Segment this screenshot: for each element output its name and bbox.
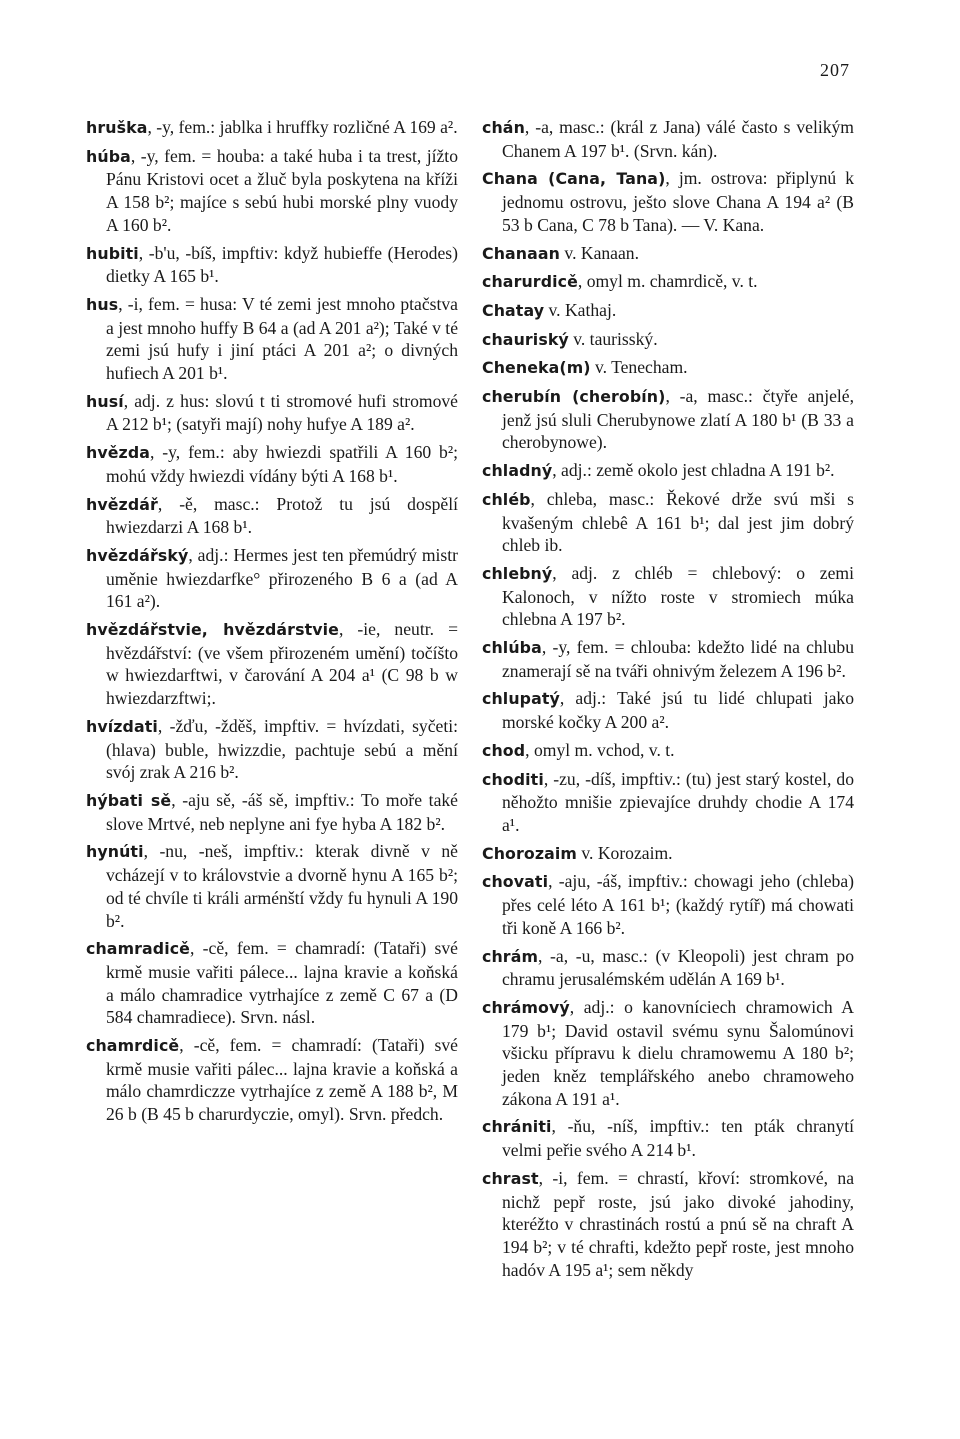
dictionary-entry [482,270,854,294]
left-column [86,116,458,1131]
entry-headword: choditi [482,769,544,789]
dictionary-entry [482,385,854,454]
entry-headword: cherubín (cherobín) [482,387,666,407]
entry-headword: húba [86,146,131,166]
entry-headword: Chatay [482,300,545,320]
entry-definition: , chleba, masc.: Řekové drže svú mši s kvašeným chlebê A 161 b¹; dal jest jim dobrý chleb ib. [502,488,854,556]
entry-definition: v. taurisský. [568,328,658,349]
dictionary-entry [482,739,854,763]
entry-headword: husí [86,391,124,411]
dictionary-entry [482,488,854,557]
dictionary-entry [86,145,458,237]
dictionary-entry [482,636,854,682]
entry-definition: , -nu, -neš, impftiv.: kterak divně v ně vcházejí v to královstvie a dvorně hynu A 165 b²; od té chvíle ti králi arménští vždy fu hynuli A 190 b². [106,841,458,931]
dictionary-entry [86,493,458,539]
dictionary-entry [482,328,854,352]
entry-headword: chamradicě [86,939,190,959]
entry-headword: chladný [482,461,553,481]
page-number: 207 [820,60,850,80]
entry-headword: chrám [482,946,539,966]
dictionary-entry [482,945,854,991]
dictionary-entry [482,356,854,380]
dictionary-entry [482,299,854,323]
entry-definition: , adj.: Hermes jest ten přemúdrý mistr uměnie hwiezdarfke° přirozeného B 6 a (ad A 161 a²). [106,544,458,612]
entry-headword: chrámový [482,997,570,1017]
entry-headword: hvězda [86,443,151,463]
entry-headword: chrast [482,1168,539,1188]
entry-definition: , -a, -u, masc.: (v Kleopoli) jest chram po chramu jerusalémském udělán A 169 b¹. [502,945,854,990]
dictionary-entry [86,840,458,932]
dictionary-entry [482,687,854,733]
entry-headword: chod [482,740,526,760]
entry-definition: , -zu, -díš, impftiv.: (tu) jest starý kostel, do něhožto mnišie zpievajíce druhdy chodie A 174 a¹. [502,768,854,835]
entry-definition: , -y, fem. = houba: a také huba i ta trest, jížto Pánu Kristovi ocet a žluč byla poskytena na kříži A 158 b²; majíce s sebú hubi morské plny vuody A 160 b². [106,145,458,235]
entry-headword: Chana (Cana, Tana) [482,169,666,189]
dictionary-entry [86,715,458,784]
entry-definition: , -ňu, -níš, impftiv.: ten pták chranytí velmi peřie svého A 214 b¹. [502,1116,854,1161]
entry-definition: , adj. z chléb = chlebový: o zemi Kalonoch, v nížto roste v stromiech múka chlebna A 197 b². [502,562,854,630]
entry-headword: chamrdicě [86,1036,180,1056]
dictionary-entry [86,242,458,288]
entry-definition: , omyl m. chamrdicě, v. t. [577,271,758,292]
entry-definition: , -ě, masc.: Protož tu jsú dospělí hwiezdarzi A 168 b¹. [106,493,458,538]
entry-definition: , adj. z hus: slovú t ti stromové hufi stromové A 212 b¹; (satyři mají) nohy hufye A 189 a². [106,390,458,435]
dictionary-entry [482,116,854,162]
entry-headword: hubiti [86,243,139,263]
dictionary-entry [86,1034,458,1126]
dictionary-entry [86,116,458,140]
dictionary-entry [482,1167,854,1282]
entry-headword: chlupatý [482,689,560,709]
entry-headword: chrániti [482,1117,552,1137]
entry-headword: charurdicě [482,272,578,292]
entry-definition: , -žďu, -žděš, impftiv. = hvízdati, syčeti: (hlava) buble, hwizzdie, pachtuje sebú a mění svój zrak A 216 b². [106,715,458,783]
entry-definition: , jm. ostrova: připlynú k jednomu ostrovu, ješto slove Chana A 194 a² (B 53 b Cana, C 78 b Tana). — V. Kana. [502,168,855,235]
entry-definition: , -i, fem. = chrastí, křoví: stromkové, na nichž pepř roste, jsú jako divoké jahodiny, kteréžto v chrastinách rostú a pnú sě na chraft A 194 b²; v té chrafti, kdežto pepř roste, jest mnoho hadóv A 195 a¹; sem někdy [502,1167,854,1280]
dictionary-entry [482,562,854,631]
entry-headword: chovati [482,872,549,892]
dictionary-entry [482,870,854,939]
dictionary-entry [86,441,458,487]
entry-definition: v. Korozaim. [576,842,673,863]
entry-definition: , -aju sě, -áš sě, impftiv.: To moře také slove Mrtvé, neb neplyne ani fye hyba A 182 b². [106,789,458,834]
entry-headword: hýbati sě [86,790,172,810]
entry-definition: v. Kathaj. [544,299,617,320]
dictionary-entry [482,996,854,1111]
dictionary-entry [482,842,854,866]
dictionary-entry [86,544,458,613]
entry-headword: hvězdářský [86,545,189,565]
dictionary-entry [86,390,458,436]
entry-definition: , -aju, -áš, impftiv.: chowagi jeho (chleba) přes celé léto A 161 b¹; (každý rytíř) má chowati tři koně A 166 b². [502,871,854,938]
entry-headword: hvězdář [86,494,158,514]
entry-definition: , adj.: Také jsú tu lidé chlupati jako morské kočky A 200 a². [502,688,854,733]
entry-headword: chauriský [482,329,569,349]
entry-headword: chlebný [482,563,553,583]
entry-definition: , -cě, fem. = chamradí: (Tataři) své krmě musie vařiti pálece... lajna kravie a koňská a málo chamradice vytrhajíce z země C 67 a (D 584 chamradiece). Srvn. násl. [106,938,458,1028]
entry-headword: hynúti [86,842,144,862]
dictionary-entry [482,459,854,483]
dictionary-entry [482,167,854,236]
dictionary-entry [482,768,854,837]
entry-headword: hvězdářstvie, hvězdárstvie [86,620,339,640]
entry-headword: chán [482,118,525,137]
entry-definition: , -y, fem. = chlouba: kdežto lidé na chlubu znamerají sě na tváři ohnivým železem A 196 b². [502,637,854,681]
entry-definition: , omyl m. vchod, v. t. [525,739,675,760]
entry-headword: hruška [86,118,148,137]
entry-definition: , adj.: země okolo jest chladna A 191 b². [552,460,835,481]
entry-definition: , adj.: o kanovníciech chramowich A 179 b¹; David ostavil svému synu Šalomúnovi všicku přípravu k dielu chramowemu A 180 b²; jeden kněz templářského anebo chramoweho zákona A 191 a¹. [502,996,854,1109]
entry-headword: Chanaan [482,243,561,263]
entry-definition: v. Tenecham. [590,357,688,378]
dictionary-entry [482,1115,854,1161]
entry-headword: hvízdati [86,716,158,736]
entry-definition: v. Kanaan. [560,242,639,263]
dictionary-entry [86,618,458,710]
entry-headword: hus [86,294,119,314]
entry-definition: , -cě, fem. = chamradí: (Tataři) své krmě musie vařiti pálec... lajna kravie a koňská a málo chamrdiczze vytrhajíce z země A 188 b², M 26 b (B 45 b charurdyczie, omyl). Srvn. předch. [106,1035,458,1125]
right-column [482,116,854,1286]
entry-definition: , -y, fem.: aby hwiezdi spatřili A 160 b²; mohú vždy hwiezdi vídány býti A 168 b¹. [106,442,458,486]
dictionary-entry [86,937,458,1029]
entry-headword: Cheneka(m) [482,358,591,378]
entry-definition: , -b'u, -bíš, impftiv: když hubieffe (Herodes) dietky A 165 b¹. [106,242,458,287]
entry-definition: , -a, masc.: (král z Jana) válé často s velikým Chanem A 197 b¹. (Srvn. kán). [502,117,854,161]
entry-definition: , -i, fem. = husa: V té zemi jest mnoho ptačstva a jest mnoho huffy B 64 a (ad A 201 a²); Také v té zemi jsú hufy i jiní ptáci A 201 a²; o divných hufiech A 201 b¹. [106,293,458,384]
entry-definition: , -a, masc.: čtyře anjelé, jenž jsú sluli Cherubynowe zlatí A 180 b¹ (B 33 a cherobynowe). [502,386,854,453]
entry-headword: chléb [482,489,531,509]
dictionary-entry [482,242,854,266]
entry-definition: , -y, fem.: jablka i hruffky rozličné A 169 a². [147,117,458,137]
entry-definition: , -ie, neutr. = hvězdářství: (ve všem přirozeném umění) točíšto w hwiezdarftwi, v čarování A 204 a¹ (C 98 b w hwiezdarzftwi;. [106,619,458,709]
entry-headword: chlúba [482,638,542,658]
entry-headword: Chorozaim [482,843,577,863]
dictionary-entry [86,789,458,835]
dictionary-entry [86,293,458,385]
